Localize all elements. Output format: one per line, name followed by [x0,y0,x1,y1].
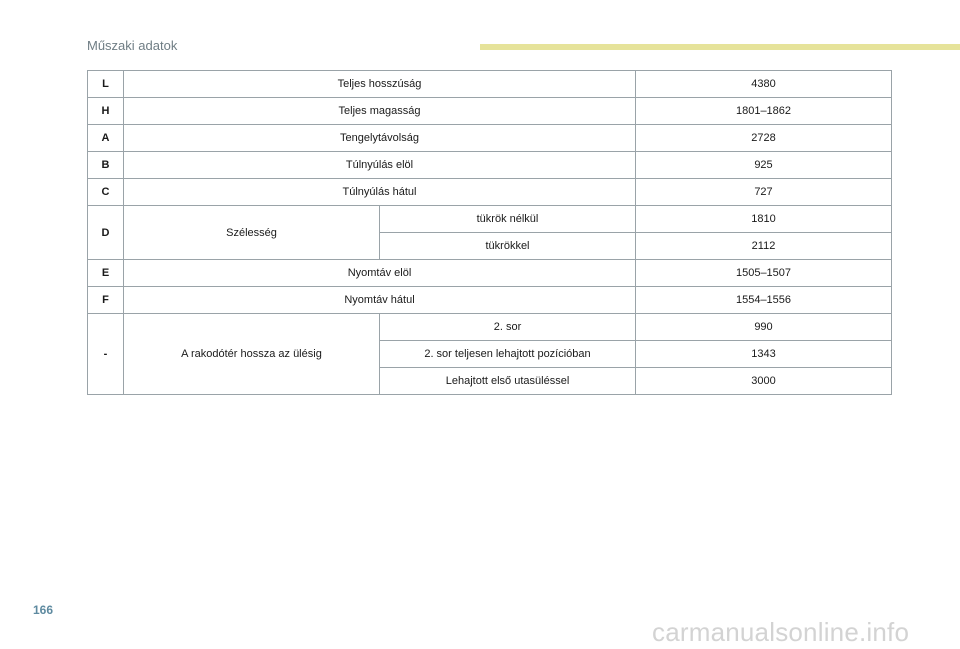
table-row [88,179,892,206]
row-label: Nyomtáv elöl [124,260,636,287]
row-code: F [88,287,124,314]
row-value: 1554–1556 [636,287,892,314]
row-label: A rakodótér hossza az ülésig [124,314,380,395]
row-code: L [88,71,124,98]
row-code: A [88,125,124,152]
table-row [88,287,892,314]
dimensions-table [87,70,892,395]
row-value: 1505–1507 [636,260,892,287]
row-value: 4380 [636,71,892,98]
row-value: 925 [636,152,892,179]
sub-label: 2. sor teljesen lehajtott pozícióban [380,341,636,368]
row-code: E [88,260,124,287]
table-row [88,125,892,152]
row-label: Nyomtáv hátul [124,287,636,314]
row-label: Teljes hosszúság [124,71,636,98]
sub-label: 2. sor [380,314,636,341]
row-label: Tengelytávolság [124,125,636,152]
page-number: 166 [33,603,54,617]
table-row [88,260,892,287]
row-value: 3000 [636,368,892,395]
table-row [88,152,892,179]
section-title: Műszaki adatok [87,38,178,53]
table-row [88,314,892,341]
row-code: C [88,179,124,206]
row-label: Teljes magasság [124,98,636,125]
row-value: 727 [636,179,892,206]
header-accent-bar [480,44,960,50]
table-row [88,206,892,233]
row-label: Túlnyúlás elöl [124,152,636,179]
table-row [88,71,892,98]
row-value: 2728 [636,125,892,152]
row-code: D [88,206,124,260]
row-code: H [88,98,124,125]
row-value: 1343 [636,341,892,368]
sub-label: tükrökkel [380,233,636,260]
watermark: carmanualsonline.info [652,617,910,647]
row-label: Szélesség [124,206,380,260]
row-value: 1810 [636,206,892,233]
row-value: 2112 [636,233,892,260]
sub-label: tükrök nélkül [380,206,636,233]
row-code: - [88,314,124,395]
table-row [88,98,892,125]
row-value: 1801–1862 [636,98,892,125]
sub-label: Lehajtott első utasüléssel [380,368,636,395]
row-value: 990 [636,314,892,341]
row-code: B [88,152,124,179]
row-label: Túlnyúlás hátul [124,179,636,206]
